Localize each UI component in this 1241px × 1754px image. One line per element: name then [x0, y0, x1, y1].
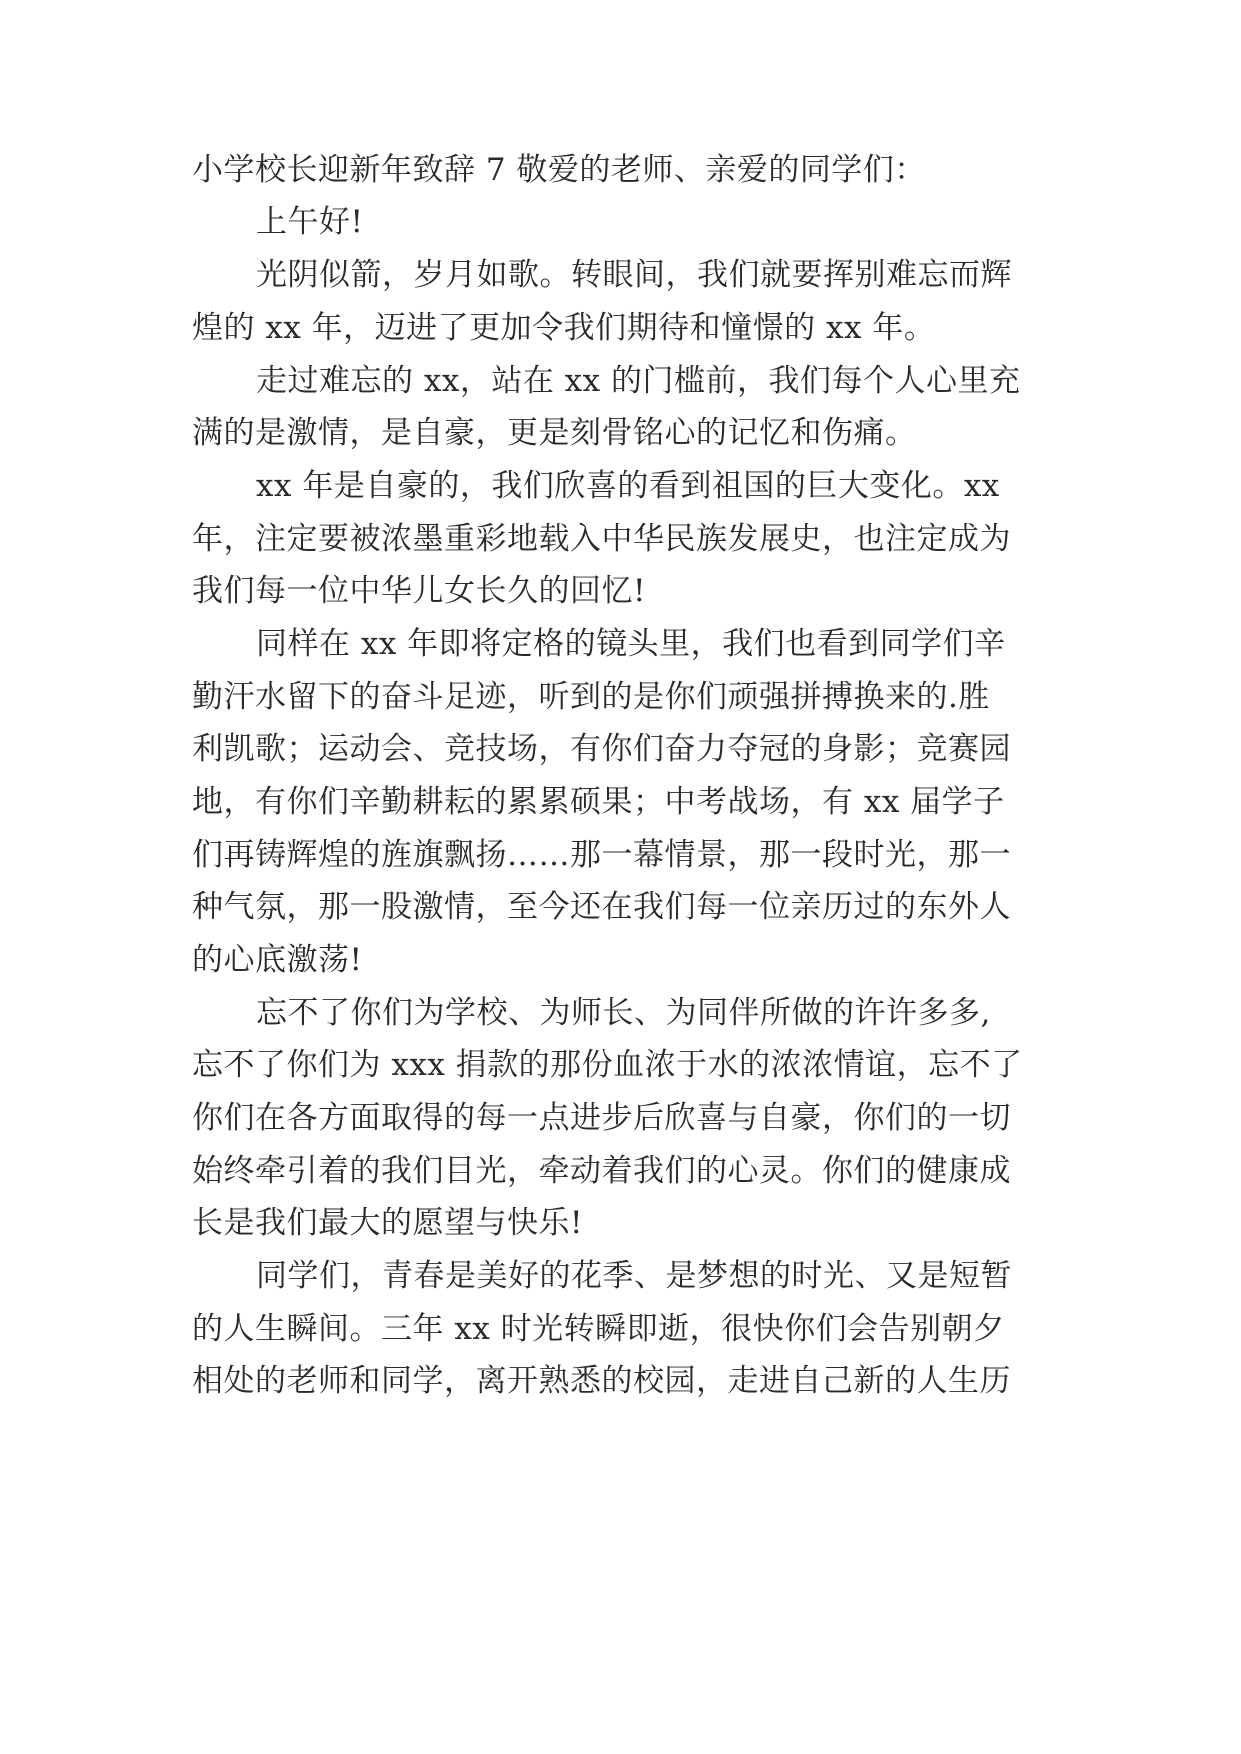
- paragraph-line: 光阴似箭，岁月如歌。转眼间，我们就要挥别难忘而辉: [256, 257, 1012, 293]
- paragraph-line: 勤汗水留下的奋斗足迹，听到的是你们顽强拼搏换来的.胜: [192, 679, 990, 715]
- paragraph-line: 利凯歌；运动会、竞技场，有你们奋力夺冠的身影；竞赛园: [192, 731, 1011, 767]
- paragraph-line: 始终牵引着的我们目光，牵动着我们的心灵。你们的健康成: [192, 1153, 1011, 1189]
- paragraph-line: 满的是激情，是自豪，更是刻骨铭心的记忆和伤痛。: [192, 415, 917, 451]
- paragraph-line: xx 年是自豪的，我们欣喜的看到祖国的巨大变化。xx: [256, 468, 1000, 504]
- paragraph-line: 煌的 xx 年，迈进了更加令我们期待和憧憬的 xx 年。: [192, 310, 936, 346]
- paragraph-line: 的人生瞬间。三年 xx 时光转瞬即逝，很快你们会告别朝夕: [192, 1311, 1005, 1347]
- paragraph-line: 走过难忘的 xx，站在 xx 的门槛前，我们每个人心里充: [256, 363, 1021, 399]
- paragraph-line: 的心底激荡!: [192, 942, 363, 978]
- paragraph-line: 忘不了你们为 xxx 捐款的那份血浓于水的浓浓情谊，忘不了: [192, 1047, 1023, 1083]
- paragraph-line: 同样在 xx 年即将定格的镜头里，我们也看到同学们辛: [256, 626, 1006, 662]
- greeting-line: 上午好!: [256, 204, 364, 240]
- paragraph-line: 年，注定要被浓墨重彩地载入中华民族发展史，也注定成为: [192, 521, 1011, 557]
- paragraph-line: 同学们，青春是美好的花季、是梦想的时光、又是短暂: [256, 1258, 1012, 1294]
- paragraph-line: 地，有你们辛勤耕耘的累累硕果；中考战场，有 xx 届学子: [192, 784, 1005, 820]
- paragraph-line: 种气氛，那一股激情，至今还在我们每一位亲历过的东外人: [192, 889, 1011, 925]
- paragraph-line: 我们每一位中华儿女长久的回忆!: [192, 573, 646, 609]
- paragraph-line: 忘不了你们为学校、为师长、为同伴所做的许许多多,: [256, 995, 991, 1031]
- document-page: [192, 0, 1052, 1754]
- paragraph-line: 相处的老师和同学，离开熟悉的校园，走进自己新的人生历: [192, 1363, 1011, 1399]
- title-line: 小学校长迎新年致辞 7 敬爱的老师、亲爱的同学们：: [192, 152, 926, 188]
- paragraph-line: 长是我们最大的愿望与快乐!: [192, 1205, 583, 1241]
- paragraph-line: 你们在各方面取得的每一点进步后欣喜与自豪，你们的一切: [192, 1100, 1011, 1136]
- paragraph-line: 们再铸辉煌的旌旗飘扬……那一幕情景，那一段时光，那一: [192, 837, 1011, 873]
